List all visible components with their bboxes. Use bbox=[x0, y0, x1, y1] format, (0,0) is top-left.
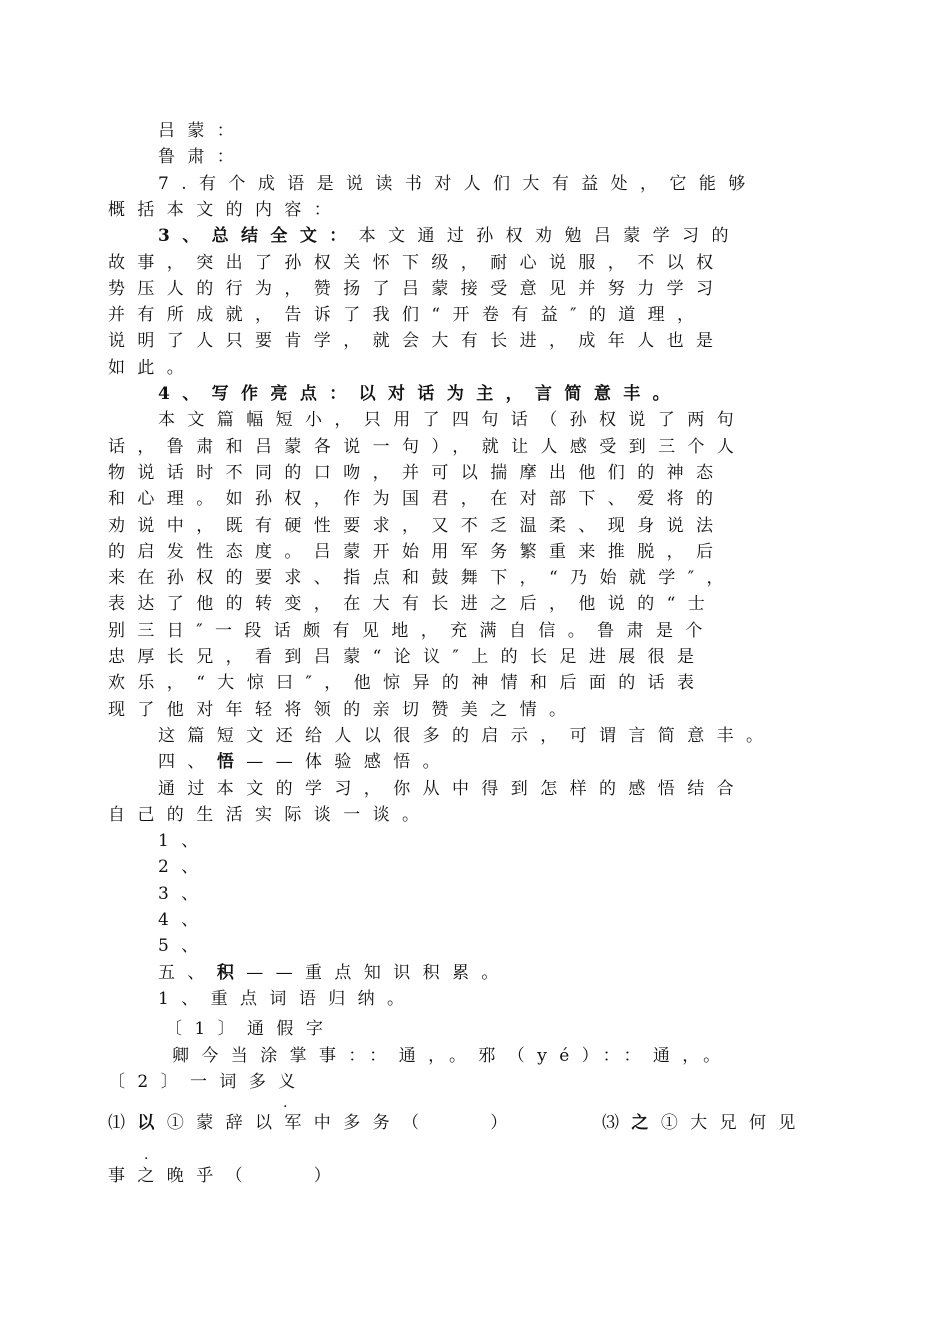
question-number: ⑶ bbox=[602, 1113, 632, 1133]
text-line bbox=[158, 118, 246, 144]
text-line bbox=[108, 302, 706, 328]
text-line bbox=[158, 144, 246, 170]
line-text: 势压人的行为，赞扬了吕蒙接受意见并努力学习 bbox=[108, 278, 726, 299]
line-text: 的启发性态度。吕蒙开始用军务繁重来推脱，后 bbox=[108, 541, 726, 562]
line-text: 忠厚长兄，看到吕蒙“论议″上的长足进展很是 bbox=[108, 647, 707, 667]
line-text: ——体验感悟。 bbox=[246, 752, 453, 773]
question-3 bbox=[602, 1110, 808, 1136]
text-line bbox=[108, 697, 578, 723]
key-word: 之 bbox=[631, 1113, 661, 1133]
text-line bbox=[158, 776, 746, 802]
line-text: 并有所成就，告诉了我们“开卷有益″的道理， bbox=[108, 305, 707, 326]
line-text: 如此。 bbox=[108, 357, 197, 378]
text-line bbox=[108, 565, 736, 591]
text-line bbox=[108, 355, 196, 381]
question-text: ①大兄何见 bbox=[660, 1113, 808, 1133]
line-text: 欢乐，“大惊曰″，他惊异的神情和后面的话表 bbox=[108, 673, 707, 694]
line-text: 表达了他的转变，在大有长进之后，他说的“士 bbox=[108, 594, 718, 615]
text-line bbox=[108, 591, 717, 617]
text-line bbox=[108, 802, 431, 828]
section-yiciduoyi-heading: 〔2〕一词多义 bbox=[108, 1072, 308, 1092]
line-text: 来在孙权的要求、指点和鼓舞下，“乃始就学″， bbox=[108, 568, 736, 589]
line-text: 4、 bbox=[158, 910, 211, 930]
line-text: 本文篇幅短小，只用了四句话（孙权说了两句 bbox=[158, 410, 746, 431]
text-line bbox=[108, 197, 343, 223]
question-3-continuation: 事之晚乎（ ） bbox=[108, 1166, 344, 1186]
section-tongjiazi-heading: 〔1〕通假字 bbox=[165, 1019, 336, 1039]
line-text: 话，鲁肃和吕蒙各说一句），就让人感受到三个人 bbox=[108, 436, 747, 457]
line-text: 故事，突出了孙权关怀下级，耐心说服，不以权 bbox=[108, 252, 726, 273]
text-line bbox=[158, 986, 416, 1012]
line-text: 概括本文的内容： bbox=[108, 199, 344, 220]
line-text: 通过本文的学习，你从中得到怎样的感悟结合 bbox=[158, 778, 746, 799]
line-text: 自己的生活实际谈一谈。 bbox=[108, 804, 432, 825]
key-word: 以 bbox=[137, 1113, 167, 1133]
line-text: 和心理。如孙权，作为国君，在对部下、爱将的 bbox=[108, 489, 726, 510]
question-text: ①蒙辞以军中多务（ ） bbox=[166, 1113, 520, 1133]
line-text: 说明了人只要肯学，就会大有长进，成年人也是 bbox=[108, 331, 726, 352]
text-line bbox=[108, 250, 725, 276]
text-line bbox=[108, 486, 725, 512]
line-text: 劝说中，既有硬性要求，又不乏温柔、现身说法 bbox=[108, 515, 726, 536]
line-text: 本文通过孙权劝勉吕蒙学习的 bbox=[358, 226, 741, 247]
bold-text: 悟 bbox=[216, 752, 247, 773]
text-line bbox=[158, 171, 758, 197]
line-text: 3、 bbox=[158, 883, 211, 904]
emphasis-dot-icon: · bbox=[283, 1099, 288, 1115]
line-prefix: 五、 bbox=[158, 962, 217, 983]
text-line bbox=[158, 381, 682, 407]
line-text: 这篇短文还给人以很多的启示，可谓言简意丰。 bbox=[158, 725, 776, 746]
bold-text: 积 bbox=[216, 962, 247, 983]
line-text: 鲁肃： bbox=[158, 147, 247, 168]
question-1 bbox=[108, 1110, 520, 1136]
line-text: 物说话时不同的口吻，并可以揣摩出他们的神态 bbox=[108, 462, 726, 483]
text-line bbox=[158, 933, 211, 959]
text-line bbox=[108, 434, 746, 460]
text-line bbox=[158, 828, 211, 854]
line-text: 5、 bbox=[158, 936, 211, 957]
line-prefix: 四、 bbox=[158, 752, 217, 773]
text-line bbox=[108, 460, 725, 486]
text-line bbox=[158, 881, 211, 907]
line-text: 1、 bbox=[158, 831, 211, 852]
line-text: 7.有个成语是说读书对人们大有益处，它能够 bbox=[158, 173, 758, 194]
question-number: ⑴ bbox=[108, 1113, 138, 1133]
text-line bbox=[108, 276, 725, 302]
line-text: 1、重点词语归纳。 bbox=[158, 988, 417, 1009]
text-line bbox=[158, 960, 511, 986]
line-text: 别三日″一段话颇有见地，充满自信。鲁肃是个 bbox=[108, 620, 715, 641]
text-line bbox=[108, 618, 715, 644]
text-line bbox=[158, 407, 746, 433]
text-line bbox=[158, 907, 211, 933]
text-line bbox=[158, 854, 211, 880]
text-line bbox=[108, 539, 725, 565]
text-line bbox=[108, 644, 706, 670]
text-line bbox=[158, 223, 741, 249]
text-line bbox=[158, 749, 452, 775]
line-text: 现了他对年轻将领的亲切赞美之情。 bbox=[108, 699, 579, 720]
text-line bbox=[108, 670, 706, 696]
text-line bbox=[108, 513, 725, 539]
line-text: 吕蒙： bbox=[158, 121, 247, 141]
bold-text: 4、写作亮点：以对话为主，言简意丰。 bbox=[158, 384, 683, 404]
bold-text: 3、总结全文： bbox=[158, 226, 359, 247]
tongjiazi-line: 卿今当涂掌事：：通，。邪（yé）：：通，。 bbox=[172, 1046, 733, 1066]
line-text: ——重点知识积累。 bbox=[246, 962, 511, 983]
line-text: 2、 bbox=[158, 857, 211, 878]
emphasis-dot-icon: · bbox=[144, 1151, 149, 1167]
text-line bbox=[158, 723, 775, 749]
text-line bbox=[108, 328, 725, 354]
